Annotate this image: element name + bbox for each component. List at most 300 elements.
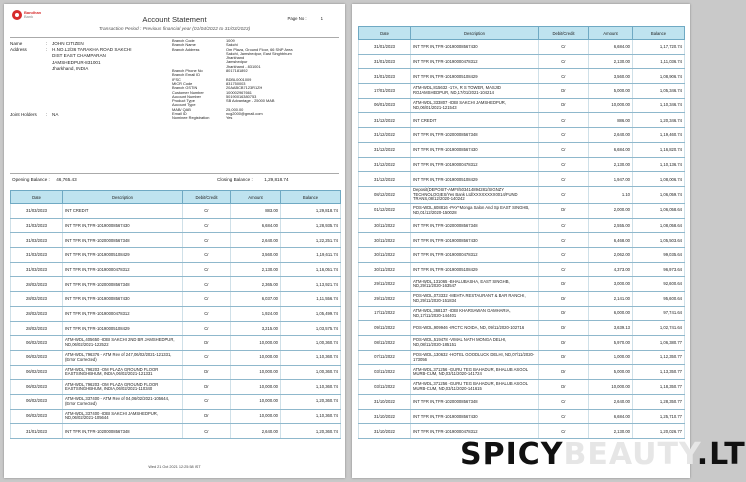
table-cell: 6,684.00 [231, 218, 281, 233]
column-header: Amount [589, 27, 633, 40]
print-timestamp: Wed 21 Oct 2021 12:25:58 IST [148, 465, 201, 469]
table-cell: 1,19,611.74 [281, 248, 341, 263]
account-detail-value: Jamshedpur [226, 59, 248, 65]
table-cell: 31/03/2023 [11, 233, 63, 248]
table-row [359, 98, 685, 113]
table-cell: 31/01/2023 [359, 54, 411, 69]
table-cell: INT TFR IN,TFR-10200008567348 [63, 277, 183, 292]
table-cell: Cr [183, 350, 231, 365]
table-cell: 1,08,906.74 [633, 69, 685, 84]
bank-name: Bandhan [24, 9, 42, 15]
table-cell: 5,000.00 [589, 365, 633, 380]
table-cell: 31/01/2023 [359, 69, 411, 84]
table-row [11, 277, 341, 292]
table-cell: 30/11/2022 [359, 247, 411, 262]
table-cell: 1,00,360.74 [281, 336, 341, 351]
account-detail-key: Branch Email ID [172, 72, 201, 78]
table-cell: 31/03/2023 [11, 262, 63, 277]
table-cell: 2,000.00 [589, 203, 633, 218]
table-row [359, 203, 685, 218]
table-cell: INT TFR IN,TFR-10190000478312 [411, 157, 539, 172]
table-cell: 3,215.00 [231, 321, 281, 336]
table-cell: INT TFR IN,TFR-10190000478312 [411, 247, 539, 262]
table-row [359, 172, 685, 187]
table-row [359, 262, 685, 277]
column-header: Description [63, 191, 183, 204]
table-cell: 1,20,360.74 [281, 394, 341, 409]
customer-details [10, 41, 170, 72]
table-cell: INT TFR IN,TFR-10200008567348 [411, 394, 539, 409]
table-cell: 1,28,350.77 [633, 394, 685, 409]
table-cell: Cr [539, 69, 589, 84]
table-row [359, 54, 685, 69]
table-cell: INT TFR IN,TFR-10190000478312 [63, 262, 183, 277]
table-cell: 2,555.00 [589, 218, 633, 233]
table-cell: 96,973.64 [633, 262, 685, 277]
table-cell: INT TFR IN,TFR-10190005108429 [63, 321, 183, 336]
account-detail-key: Account Number [172, 93, 201, 99]
table-cell: 1.10 [589, 186, 633, 203]
table-cell: Cr [183, 277, 231, 292]
closing-balance: Closing Balance : 1,29,818.74 [217, 177, 289, 182]
table-cell: 31/12/2022 [359, 157, 411, 172]
account-detail-value: 50190016380753 [226, 93, 257, 99]
table-cell: INT TFR IN,TFR-10190008567430 [411, 142, 539, 157]
account-detail-value: 8017181892 [226, 68, 248, 74]
table-cell: ATM-WDL,131065 -BHALUBASHA, EAST SINGHB, ND,29/11/2020-163547 [411, 277, 539, 292]
table-row [11, 336, 341, 351]
table-row [359, 336, 685, 351]
table-cell: 1,11,556.74 [281, 292, 341, 307]
table-cell: Cr [539, 128, 589, 143]
table-cell: 1,06,059.74 [633, 186, 685, 203]
table-cell: INT TFR IN,TFR-10200008567348 [63, 233, 183, 248]
table-cell: 4,373.00 [589, 262, 633, 277]
table-cell: 06/02/2023 [11, 380, 63, 395]
table-cell: 99,035.64 [633, 247, 685, 262]
account-detail-key: Product Type [172, 98, 195, 104]
table-row [359, 142, 685, 157]
table-cell: Dr [539, 336, 589, 351]
table-cell: Dr [539, 321, 589, 336]
table-cell: 08/12/2022 [359, 186, 411, 203]
table-cell: 1,12,350.77 [633, 350, 685, 365]
table-cell: 10,000.00 [231, 350, 281, 365]
table-cell: POS-WDL,130632 -HOTEL GOODLUCK DELHI, ND,07/11/2020-173056 [411, 350, 539, 365]
table-cell: 2,640.00 [231, 424, 281, 439]
table-cell: 1,20,360.74 [281, 424, 341, 439]
table-cell: 06/02/2023 [11, 394, 63, 409]
table-cell: 31/12/2022 [359, 172, 411, 187]
table-cell: 01/12/2022 [359, 203, 411, 218]
table-cell: INT TFR IN,TFR-10190008567430 [63, 218, 183, 233]
table-cell: ATM-WDL,405650 -IDBI SAKCHI 2ND BR JAMSHEDPUR, ND,06/02/2021-122522 [63, 336, 183, 351]
table-cell: 1,16,820.74 [633, 142, 685, 157]
table-cell: 5,970.00 [589, 336, 633, 351]
table-cell: INT TFR IN,TFR-10190008567430 [411, 40, 539, 55]
table-cell: 31/01/2023 [359, 40, 411, 55]
table-cell: Dr [539, 203, 589, 218]
account-detail-value: Om Plaza, Ground Floor, 66 SNP Area [226, 46, 293, 52]
table-row [359, 69, 685, 84]
table-cell: 30/11/2022 [359, 233, 411, 248]
joint-holders: Joint Holders : NA [10, 112, 59, 117]
table-cell: 29/11/2022 [359, 292, 411, 307]
table-cell: 1,08,006.74 [633, 172, 685, 187]
separator: : [46, 41, 48, 46]
table-cell: 06/02/2023 [11, 350, 63, 365]
table-cell: 1,00,360.74 [281, 365, 341, 380]
table-cell: 1,29,818.74 [281, 204, 341, 219]
table-cell: 1,10,360.74 [281, 409, 341, 424]
table-cell: 31/12/2022 [359, 128, 411, 143]
table-row [11, 365, 341, 380]
table-cell: 2,640.00 [589, 394, 633, 409]
table-row [359, 409, 685, 424]
account-detail-value: Yes [226, 115, 233, 121]
account-detail-value: 100002967661 [226, 89, 252, 95]
table-cell: Cr [539, 424, 589, 439]
table-cell: 95,600.64 [633, 292, 685, 307]
table-cell: Cr [539, 247, 589, 262]
table-cell: 28/02/2023 [11, 321, 63, 336]
table-cell: 2,365.00 [231, 277, 281, 292]
table-cell: POS-WDL,909946 -IRCTC NOIDA, ND, 09/11/2020-102716 [411, 321, 539, 336]
table-cell: 10,000.00 [231, 380, 281, 395]
table-cell: Cr [183, 262, 231, 277]
table-row [359, 365, 685, 380]
account-detail-value: Sakchi, Jamshedpur, East Singhbhum [226, 50, 292, 56]
table-cell: 1,25,710.77 [633, 409, 685, 424]
column-header: Date [11, 191, 63, 204]
table-cell: 17/11/2022 [359, 306, 411, 321]
table-cell: INT TFR IN,TFR-10200008567348 [63, 424, 183, 439]
customer-value: H.NO.L2/36 TARAKHA ROAD SAKCHI [52, 47, 132, 53]
column-header: Debit/Credit [183, 191, 231, 204]
table-cell: 10,000.00 [231, 365, 281, 380]
statement-page-1 [4, 4, 345, 478]
table-cell: 883.00 [231, 204, 281, 219]
table-cell: 17/01/2023 [359, 84, 411, 99]
table-cell: 6,468.00 [589, 233, 633, 248]
table-row [359, 40, 685, 55]
table-cell: Cr [539, 394, 589, 409]
table-cell: ATM-WDL,337400 - ATM Rev of 04,06/02/2021-105644, (Error Corrected) [63, 394, 183, 409]
table-header [11, 191, 341, 204]
table-row [359, 350, 685, 365]
table-cell: Cr [183, 424, 231, 439]
watermark: SPICYBEAUTY.LT [460, 437, 746, 472]
table-cell: Cr [183, 204, 231, 219]
table-cell: 1,17,720.74 [633, 40, 685, 55]
table-row [11, 321, 341, 336]
account-detail-key: Branch Code [172, 38, 195, 43]
table-row [359, 186, 685, 203]
table-cell: POS-WDL,073332 -MEHTA RESTAURANT & BAR RANCHI, ND,29/11/2020-151834 [411, 292, 539, 307]
table-cell: 1,19,460.74 [633, 128, 685, 143]
table-cell: Cr [539, 218, 589, 233]
table-cell: 10,000.00 [231, 409, 281, 424]
table-cell: Cr [539, 186, 589, 203]
transaction-period: Transaction Period : Previous financial year (01/04/2022 to 31/03/2023) [98, 27, 251, 32]
table-cell: 31/01/2023 [11, 424, 63, 439]
account-detail-key: IFSC [172, 76, 181, 82]
account-detail-key: Branch GSTIN [172, 85, 198, 91]
table-cell: 07/11/2022 [359, 350, 411, 365]
table-cell: 1,000.00 [589, 350, 633, 365]
account-details [172, 39, 342, 121]
table-row [359, 277, 685, 292]
table-row [11, 380, 341, 395]
table-cell: 31/12/2022 [359, 142, 411, 157]
table-cell: 1,08,058.64 [633, 218, 685, 233]
table-cell: Dr [539, 350, 589, 365]
table-cell: 1,28,935.74 [281, 218, 341, 233]
table-cell: INT CREDIT [63, 204, 183, 219]
table-cell: 6,037.00 [231, 292, 281, 307]
divider [10, 173, 339, 174]
table-cell: Dr [183, 365, 231, 380]
table-cell: 1,11,036.74 [633, 54, 685, 69]
customer-value: JOHN CITIZEN [52, 41, 84, 46]
table-cell: INT TFR IN,TFR-10200008567348 [411, 218, 539, 233]
table-cell: 28/02/2023 [11, 277, 63, 292]
table-cell: 2,640.00 [231, 233, 281, 248]
table-cell: 1,947.00 [589, 172, 633, 187]
table-cell: 06/02/2023 [11, 409, 63, 424]
table-row [359, 157, 685, 172]
account-detail-value: 20AABCB7123R1ZH [226, 85, 263, 91]
table-row [359, 380, 685, 395]
table-cell: 31/03/2023 [11, 248, 63, 263]
table-cell: INT TFR IN,TFR-10200008567348 [411, 128, 539, 143]
table-cell: ATM-WDL,371256 -GURU TEG BAHADUR, BHALUB ASGOL MURB-CUM, ND,03/11/2020-141724 [411, 365, 539, 380]
table-row [359, 218, 685, 233]
table-cell: ATM-WDL,368137 -IDBI KHARSAWAN GAMHARIA, ND,17/11/2020-144401 [411, 306, 539, 321]
table-cell: 03/11/2022 [359, 365, 411, 380]
table-row [11, 248, 341, 263]
table-cell: 08/11/2022 [359, 336, 411, 351]
customer-value: Jharkhand, INDIA [52, 65, 89, 71]
table-cell: 31/03/2023 [11, 218, 63, 233]
table-cell: Dr [183, 336, 231, 351]
separator: : [46, 47, 48, 53]
opening-balance: Opening Balance : 46,765.43 [12, 177, 77, 182]
table-cell: 5,000.00 [589, 84, 633, 99]
table-cell: 1,10,136.74 [633, 157, 685, 172]
table-cell: 1,06,058.64 [633, 203, 685, 218]
table-cell: INT TFR IN,TFR-10190000478312 [411, 424, 539, 439]
account-detail-key: Branch Name [172, 42, 196, 48]
table-cell: 31/10/2022 [359, 409, 411, 424]
table-cell: 06/02/2023 [11, 365, 63, 380]
table-cell: Deposit(DEPOSIT-AMFI/503414894281/SIGNZY TECHNOLOGIES/Yes Bank Ltd/XXXXXXXX0014/FUND TRANS,08/12/2020-140242 [411, 186, 539, 203]
table-cell: 1,05,346.74 [633, 84, 685, 99]
table-cell: INT TFR IN,TFR-10190008567430 [411, 409, 539, 424]
table-row [11, 233, 341, 248]
table-cell: Cr [183, 306, 231, 321]
table-cell: ATM-WDL,796203 -OM PLAZA GROUND FLOOR EASTSINGHBHUM, INDIA,06/02/2021-110340 [63, 380, 183, 395]
table-cell: 10,000.00 [231, 336, 281, 351]
table-cell: 10,000.00 [589, 98, 633, 113]
table-header [359, 27, 685, 40]
table-cell: Cr [539, 157, 589, 172]
table-row [359, 113, 685, 128]
account-detail-key: MAB/ QAB [172, 106, 191, 112]
table-row [359, 247, 685, 262]
table-cell: 97,741.64 [633, 306, 685, 321]
table-cell: 30/11/2022 [359, 218, 411, 233]
table-cell: INT TFR IN,TFR-10190000478312 [411, 54, 539, 69]
account-detail-value: ncg2000@gmail.com [226, 111, 263, 117]
table-cell: 3,000.00 [589, 277, 633, 292]
table-cell: INT TFR IN,TFR-10190005108429 [411, 262, 539, 277]
table-cell: 1,10,360.74 [281, 380, 341, 395]
account-detail-row [172, 116, 342, 120]
table-cell: 31/12/2022 [359, 113, 411, 128]
table-cell: Cr [183, 321, 231, 336]
table-cell: 31/10/2022 [359, 424, 411, 439]
table-cell: 1,924.00 [231, 306, 281, 321]
table-cell: Dr [539, 306, 589, 321]
table-cell: Dr [183, 409, 231, 424]
table-row [11, 262, 341, 277]
table-row [11, 409, 341, 424]
column-header: Amount [231, 191, 281, 204]
table-row [359, 321, 685, 336]
table-cell: Dr [539, 98, 589, 113]
page-number: Page No : 1 [287, 16, 323, 21]
table-row [11, 204, 341, 219]
table-cell: ATM-WDL,337400 -IDBI SAKCHI JAMSHEDPUR, ND,06/02/2021-105644 [63, 409, 183, 424]
account-detail-value: Jharkhand [226, 55, 245, 61]
account-detail-key: Branch Address [172, 46, 200, 52]
table-cell: INT TFR IN,TFR-10190005108429 [411, 69, 539, 84]
table-cell: 886.00 [589, 113, 633, 128]
customer-key [10, 66, 46, 72]
table-cell: Cr [183, 394, 231, 409]
table-cell: 31/10/2022 [359, 394, 411, 409]
table-cell: 1,06,380.77 [633, 336, 685, 351]
table-cell: 2,141.00 [589, 292, 633, 307]
table-cell: ATM-WDL,371256 -GURU TEG BAHADUR, BHALUB ASGOL MURB-CUM, ND,03/11/2020-141615 [411, 380, 539, 395]
table-cell: ATM-WDL,796376 - ATM Rev of 247,06/02/2021-121331, (Error Corrected) [63, 350, 183, 365]
table-cell: 1,20,346.74 [633, 113, 685, 128]
table-row [359, 292, 685, 307]
table-cell: 06/01/2023 [359, 98, 411, 113]
table-cell: 1,16,051.74 [281, 262, 341, 277]
table-row [11, 292, 341, 307]
statement-title: Account Statement [142, 15, 207, 24]
table-cell: 2,062.00 [589, 247, 633, 262]
table-cell: Dr [539, 277, 589, 292]
transactions-table [10, 190, 341, 439]
table-cell: 1,02,741.64 [633, 321, 685, 336]
table-cell: 6,684.00 [589, 40, 633, 55]
account-detail-value: 1009 [226, 38, 235, 43]
table-cell: Dr [539, 380, 589, 395]
table-cell: 30/11/2022 [359, 262, 411, 277]
account-detail-value: 25,000.00 [226, 106, 244, 112]
table-cell: 1,22,251.74 [281, 233, 341, 248]
account-detail-key: Branch Phone No [172, 68, 203, 74]
account-detail-value: BDBL0001009 [226, 76, 252, 82]
table-row [359, 306, 685, 321]
table-cell: ATM-WDL,796203 -OM PLAZA GROUND FLOOR EASTSINGHBHUM, INDIA,06/02/2021-121331 [63, 365, 183, 380]
table-cell: INT TFR IN,TFR-10190005108429 [411, 172, 539, 187]
column-header: Balance [633, 27, 685, 40]
table-cell: Cr [183, 292, 231, 307]
table-cell: 28/02/2023 [11, 292, 63, 307]
table-cell: 1,18,350.77 [633, 380, 685, 395]
customer-row [10, 66, 170, 72]
account-detail-key: MICR Code [172, 80, 193, 86]
account-detail-key: Customer Number [172, 89, 204, 95]
account-detail-key: Nominee Registration [172, 115, 210, 121]
table-cell: INT TFR IN,TFR-10190008567430 [63, 292, 183, 307]
table-cell: 6,684.00 [589, 409, 633, 424]
column-header: Date [359, 27, 411, 40]
table-row [11, 424, 341, 439]
table-cell: 09/11/2022 [359, 321, 411, 336]
table-cell: 31/03/2023 [11, 204, 63, 219]
table-cell: 06/02/2023 [11, 336, 63, 351]
table-cell: Dr [539, 84, 589, 99]
table-cell: 10,000.00 [231, 394, 281, 409]
table-cell: Cr [539, 54, 589, 69]
table-row [11, 306, 341, 321]
table-cell: Cr [539, 113, 589, 128]
table-cell: Dr [539, 292, 589, 307]
table-cell: 1,05,499.74 [281, 306, 341, 321]
table-cell: Cr [539, 262, 589, 277]
column-header: Debit/Credit [539, 27, 589, 40]
table-cell: INT CREDIT [411, 113, 539, 128]
account-detail-value: Jharkhand - 831001 [226, 63, 261, 69]
table-cell: 2,130.00 [589, 54, 633, 69]
table-cell: Cr [539, 142, 589, 157]
table-cell: Dr [539, 365, 589, 380]
table-cell: 1,05,503.64 [633, 233, 685, 248]
table-row [11, 394, 341, 409]
table-cell: Cr [539, 40, 589, 55]
customer-value: DIST EAST CHAMPARAN [52, 53, 106, 59]
table-cell: POS-WDL,519478 -VIMAL NATH MONGA DELHI, ND,08/11/2020-185151 [411, 336, 539, 351]
table-cell: Dr [183, 380, 231, 395]
statement-page-2 [352, 4, 690, 478]
table-cell: 3,560.00 [231, 248, 281, 263]
table-row [359, 84, 685, 99]
table-cell: 28/02/2023 [11, 306, 63, 321]
account-detail-value: Sakchi [226, 42, 238, 48]
table-cell: 1,20,026.77 [633, 424, 685, 439]
table-cell: 2,130.00 [589, 424, 633, 439]
table-cell: Cr [539, 409, 589, 424]
table-cell: Cr [183, 248, 231, 263]
bank-sub: Bank [24, 14, 34, 19]
table-cell: POS-WDL,608816 -PAY*Monga Salon And Sp EAST SINGHB, ND,01/12/2020-150028 [411, 203, 539, 218]
table-cell: Cr [539, 233, 589, 248]
table-cell: INT TFR IN,TFR-10190000478312 [63, 306, 183, 321]
table-row [11, 218, 341, 233]
transactions-table [358, 26, 685, 439]
table-cell: Cr [539, 172, 589, 187]
table-cell: 6,684.00 [589, 142, 633, 157]
table-cell: 10,000.00 [589, 380, 633, 395]
account-detail-value: SB Advantage - 25000 MAB [226, 98, 275, 104]
table-cell: 1,03,575.74 [281, 321, 341, 336]
table-cell: 1,13,921.74 [281, 277, 341, 292]
